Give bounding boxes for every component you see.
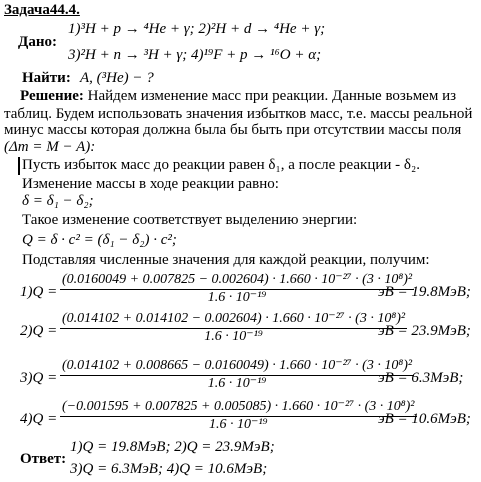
calc-3-fraction: [60, 358, 414, 392]
solution-text-5: Пусть избыток масс до реакции равен δ₁, а после реакции - δ₂.: [22, 157, 420, 173]
solution-text-2: таблиц. Будем использовать значения избытков масс, т.е. массы реальной: [4, 106, 473, 122]
given-line-1: 1)³H + p → ⁴He + γ; 2)²H + d → ⁴He + γ;: [68, 21, 326, 37]
calc-3-prefix: 3)Q =: [20, 370, 58, 386]
given-label: Дано:: [18, 34, 57, 50]
calc-4-fraction: [60, 399, 417, 433]
solution-label: Решение:: [20, 88, 84, 104]
answer-label: Ответ:: [20, 451, 67, 467]
energy-formula: Q = δ · c² = (δ₁ − δ₂) · c²;: [22, 232, 177, 248]
text-cursor: [18, 157, 20, 175]
calc-2-numerator: (0.014102 + 0.014102 − 0.002604) · 1.660 · 10⁻²⁷ · (3 · 10⁸)²: [60, 311, 407, 329]
problem-title: Задача44.4.: [4, 2, 80, 18]
solution-text-1: Найдем изменение масс при реакции. Данные возьмем из: [83, 88, 457, 104]
calc-3-numerator: (0.014102 + 0.008665 − 0.0160049) · 1.660 · 10⁻²⁷ · (3 · 10⁸)²: [60, 358, 414, 376]
answer-line-1: 1)Q = 19.8МэВ; 2)Q = 23.9МэВ;: [70, 439, 275, 455]
calc-3-result: эВ = 6.3МэВ;: [378, 370, 464, 386]
delta-formula: δ = δ₁ − δ₂;: [22, 193, 94, 209]
calc-1-result: эВ = 19.8МэВ;: [378, 284, 471, 300]
calc-1-denominator: 1.6 · 10⁻¹⁹: [207, 290, 267, 305]
given-line-2: 3)²H + n → ³H + γ; 4)¹⁹F + p → ¹⁶O + α;: [68, 47, 322, 63]
calc-2-fraction: [60, 311, 407, 345]
calc-2-result: эВ = 23.9МэВ;: [378, 323, 471, 339]
find-value: A, (³He) − ?: [80, 70, 154, 86]
calc-2-prefix: 2)Q =: [20, 323, 58, 339]
calc-3-denominator: 1.6 · 10⁻¹⁹: [207, 376, 267, 391]
calc-4-result: эВ = 10.6МэВ;: [378, 411, 471, 427]
solution-text-3: минус массы которая должна была бы быть при отсутствии массы поля: [4, 122, 462, 138]
solution-text-6: Изменение массы в ходе реакции равно:: [22, 176, 279, 192]
solution-text-7: Такое изменение соответствует выделению энергии:: [22, 212, 358, 228]
solution-text-4: (Δm = M − A):: [4, 139, 96, 155]
calc-4-denominator: 1.6 · 10⁻¹⁹: [209, 417, 268, 432]
find-label: Найти:: [22, 70, 71, 86]
calc-2-denominator: 1.6 · 10⁻¹⁹: [204, 329, 263, 344]
calc-1-fraction: [60, 272, 414, 306]
calc-4-numerator: (−0.001595 + 0.007825 + 0.005085) · 1.660 · 10⁻²⁷ · (3 · 10⁸)²: [60, 399, 417, 417]
calc-1-numerator: (0.0160049 + 0.007825 − 0.002604) · 1.660 · 10⁻²⁷ · (3 · 10⁸)²: [60, 272, 414, 290]
solution-text-8: Подставляя численные значения для каждой реакции, получим:: [22, 252, 430, 268]
calc-4-prefix: 4)Q =: [20, 411, 58, 427]
calc-1-prefix: 1)Q =: [20, 284, 58, 300]
solution-line-1: [20, 89, 456, 104]
answer-line-2: 3)Q = 6.3МэВ; 4)Q = 10.6МэВ;: [70, 461, 268, 477]
